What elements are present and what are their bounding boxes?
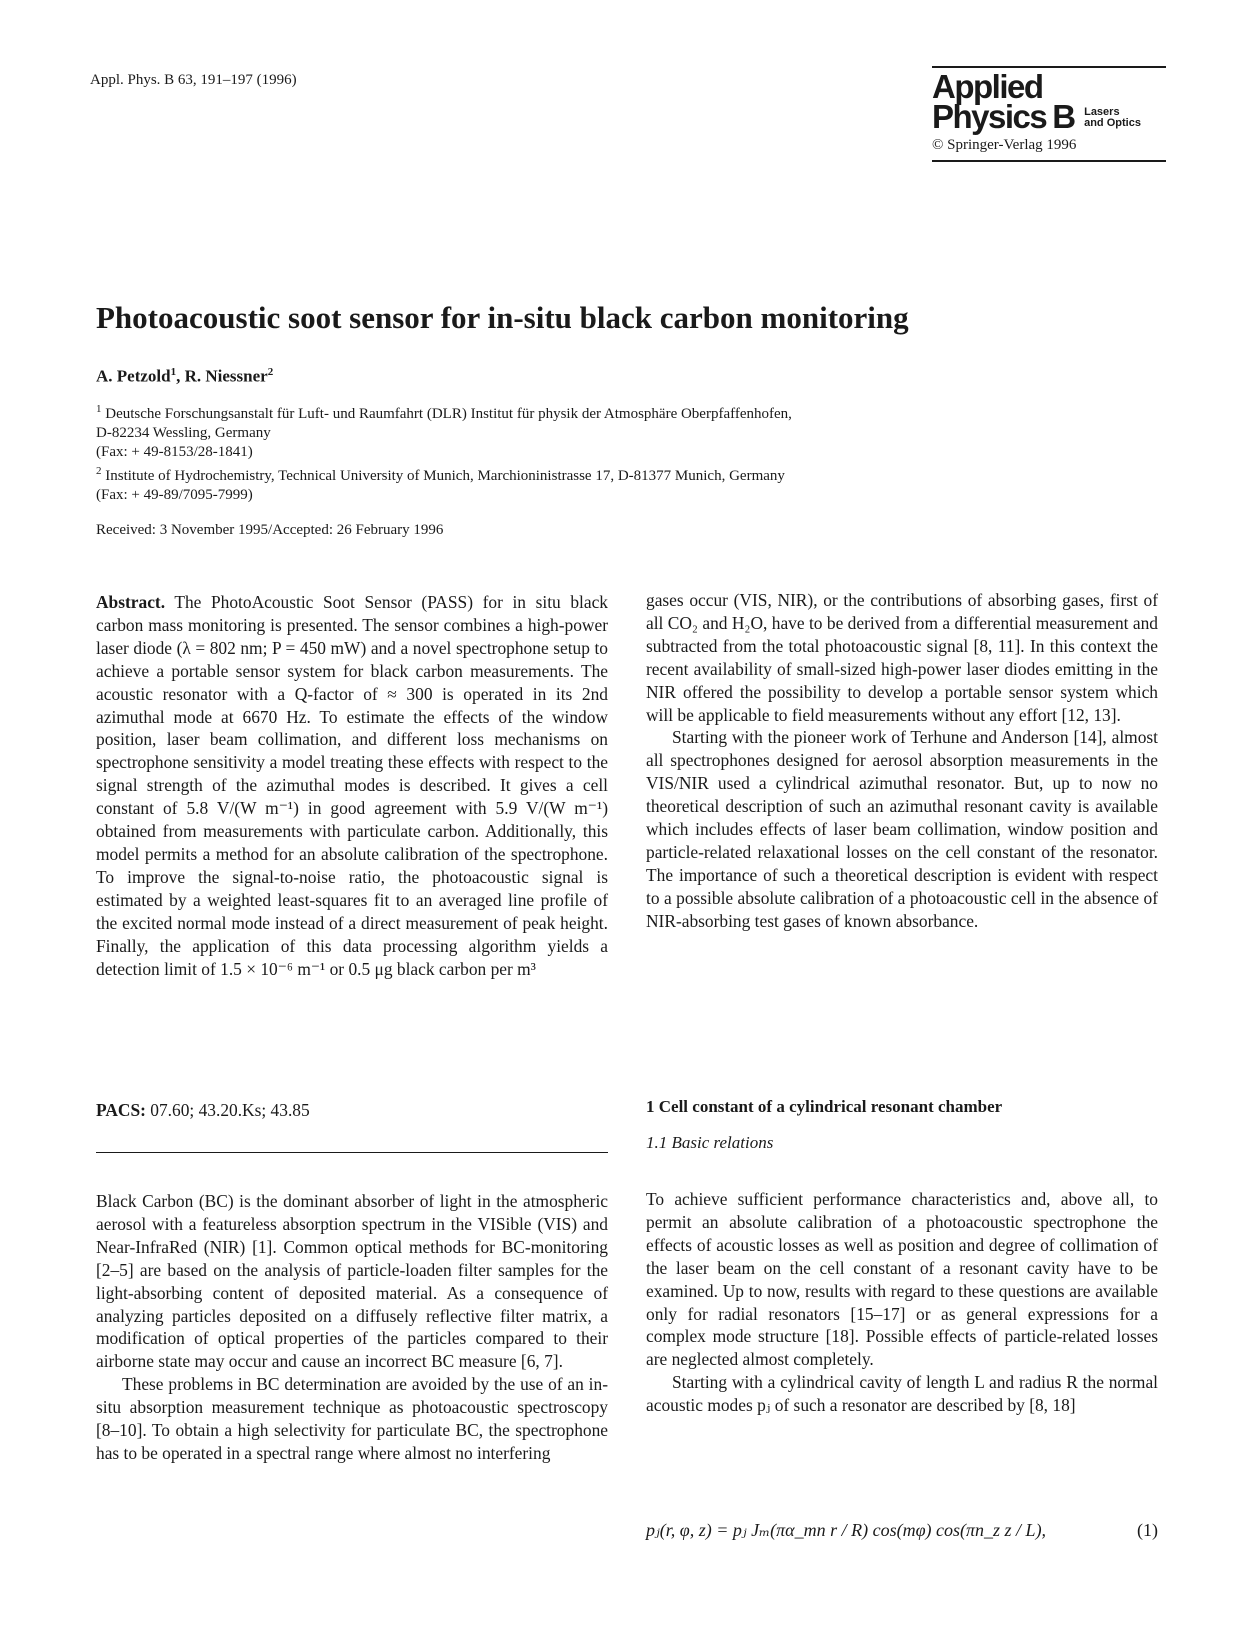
introduction <box>96 1190 608 1465</box>
journal-reference: Appl. Phys. B 63, 191–197 (1996) <box>90 72 297 88</box>
affiliations <box>96 400 1156 505</box>
brand-line2 <box>932 98 1166 135</box>
brand-subtitle <box>1084 107 1141 129</box>
affiliation-1-sup: 1 <box>96 403 102 415</box>
intro-continued <box>646 589 1158 933</box>
section-paragraph-1: To achieve sufficient performance characteristics and, above all, to permit an absolute calibration of a photoacoustic spectrophone the effects of acoustic losses as well as position and degree of collimation of the laser beam on the cell constant of a resonant cavity have to be examined. Up to now, results with regard to these questions are available only for radial resonators [15–17] or as general expressions for a complex mode structure [18]. Possible effects of particle-related losses are neglected almost completely. <box>646 1189 1158 1370</box>
paper-title: Photoacoustic soot sensor for in-situ black carbon monitoring <box>96 300 909 335</box>
intro-paragraph-2: These problems in BC determination are avoided by the use of an in-situ absorption measurement technique as photoacoustic spectroscopy [8–10]. To obtain a high selectivity for particulate BC, the spectrophone has to be operated in a spectral range where almost no interfering <box>96 1374 608 1463</box>
abstract-text: The PhotoAcoustic Soot Sensor (PASS) for in situ black carbon mass monitoring is presented. The sensor combines a high-power laser diode (λ = 802 nm; P = 450 mW) and a novel spectrophone setup to achieve a portable sensor system for black carbon measurements. The acoustic resonator with a Q-factor of ≈ 300 is operated in its 2nd azimuthal mode at 6670 Hz. To estimate the effects of the window position, laser beam collimation, and different loss mechanisms on spectrophone sensitivity a model treating these effects with respect to the signal strength of the azimuthal modes is described. It gives a cell constant of 5.8 V/(W m⁻¹) in good agreement with 5.9 V/(W m⁻¹) obtained from measurements with particulate carbon. Additionally, this model permits a method for an absolute calibration of the spectrophone. To improve the signal-to-noise ratio, the photoacoustic signal is estimated by a weighted least-squares fit to an averaged line profile of the excited normal mode instead of a direct measurement of peak height. Finally, the application of this data processing algorithm yields a detection limit of 1.5 × 10⁻⁶ m⁻¹ or 0.5 μg black carbon per m³ <box>96 592 608 979</box>
author-2: R. Niessner <box>184 366 268 386</box>
subsection-heading: 1.1 Basic relations <box>646 1133 774 1152</box>
pacs-label: PACS: <box>96 1100 146 1120</box>
intro-paragraph-1: Black Carbon (BC) is the dominant absorber of light in the atmospheric aerosol with a featureless absorption spectrum in the VISible (VIS) and Near-InfraRed (NIR) [1]. Common optical methods for BC-monitoring [2–5] are based on the analysis of particle-loaden filter samples for the light-absorbing content of deposited material. As a consequence of analyzing particles deposited on a diffusely reflective filter matrix, a modification of optical properties of the particles compared to their airborne state may occur and cause an incorrect BC measure [6, 7]. <box>96 1191 608 1372</box>
affiliation-1-line2: D-82234 Wessling, Germany <box>96 425 271 441</box>
brand-sub-optics: and Optics <box>1084 117 1141 129</box>
affiliation-2 <box>96 462 1156 486</box>
affiliation-1-line1: Deutsche Forschungsanstalt für Luft- und Raumfahrt (DLR) Institut für physik der Atmosphäre Oberpfaffenhofen, <box>101 406 792 422</box>
author-sep: , <box>176 366 185 386</box>
brand-physics: Physics <box>932 98 1047 135</box>
authors <box>96 366 273 387</box>
brand-applied: Applied <box>932 68 1043 105</box>
pacs-value: 07.60; 43.20.Ks; 43.85 <box>145 1100 310 1120</box>
section-1-body <box>646 1188 1158 1417</box>
abstract <box>96 591 608 980</box>
author-1-sup: 1 <box>170 366 177 378</box>
abstract-label: Abstract. <box>96 592 166 612</box>
affiliation-2-fax: (Fax: + 49-89/7095-7999) <box>96 487 253 503</box>
equation-number: (1) <box>1137 1520 1158 1540</box>
abstract-divider <box>96 1152 608 1153</box>
brand-sub-lasers: Lasers <box>1084 106 1120 118</box>
author-1: A. Petzold <box>96 366 171 386</box>
copyright: © Springer-Verlag 1996 <box>932 137 1077 153</box>
author-2-sup: 2 <box>267 366 274 378</box>
affiliation-1 <box>96 400 1156 424</box>
affiliation-1-fax: (Fax: + 49-8153/28-1841) <box>96 444 253 460</box>
equation-text: pⱼ(r, φ, z) = pⱼ Jₘ(πα_mn r / R) cos(mφ) cos(πn_z z / L), <box>646 1520 1047 1540</box>
affiliation-2-sup: 2 <box>96 465 102 477</box>
right-paragraph-1: gases occur (VIS, NIR), or the contributions of absorbing gases, first of all CO₂ and H₂O, have to be derived from a differential measurement and subtracted from the total photoacoustic signal [8, 11]. In this context the recent availability of small-sized high-power laser diodes emitting in the NIR offered the possibility to develop a portable sensor system which will be applicable to field measurements without any effort [12, 13]. <box>646 590 1158 725</box>
received-dates: Received: 3 November 1995/Accepted: 26 February 1996 <box>96 522 444 538</box>
section-paragraph-2: Starting with a cylindrical cavity of length L and radius R the normal acoustic modes pⱼ of such a resonator are described by [8, 18] <box>646 1372 1158 1416</box>
section-heading: 1 Cell constant of a cylindrical resonant chamber <box>646 1097 1003 1116</box>
right-paragraph-2: Starting with the pioneer work of Terhune and Anderson [14], almost all spectrophones designed for aerosol absorption measurements in the VIS/NIR used a cylindrical azimuthal resonator. But, up to now no theoretical description of such an azimuthal resonant cavity is available which includes effects of laser beam collimation, window position and particle-related relaxational losses on the cell constant of the resonator. The importance of such a theoretical description is evident with respect to a possible absolute calibration of a photoacoustic cell in the absence of NIR-absorbing test gases of known absorbance. <box>646 727 1158 931</box>
brand-b: B <box>1052 98 1077 135</box>
affiliation-2-line1: Institute of Hydrochemistry, Technical University of Munich, Marchioninistrasse 17, D-81377 Munich, Germany <box>101 468 785 484</box>
journal-brand <box>932 66 1166 162</box>
pacs <box>96 1100 310 1121</box>
brand-bottom-rule <box>932 160 1166 162</box>
